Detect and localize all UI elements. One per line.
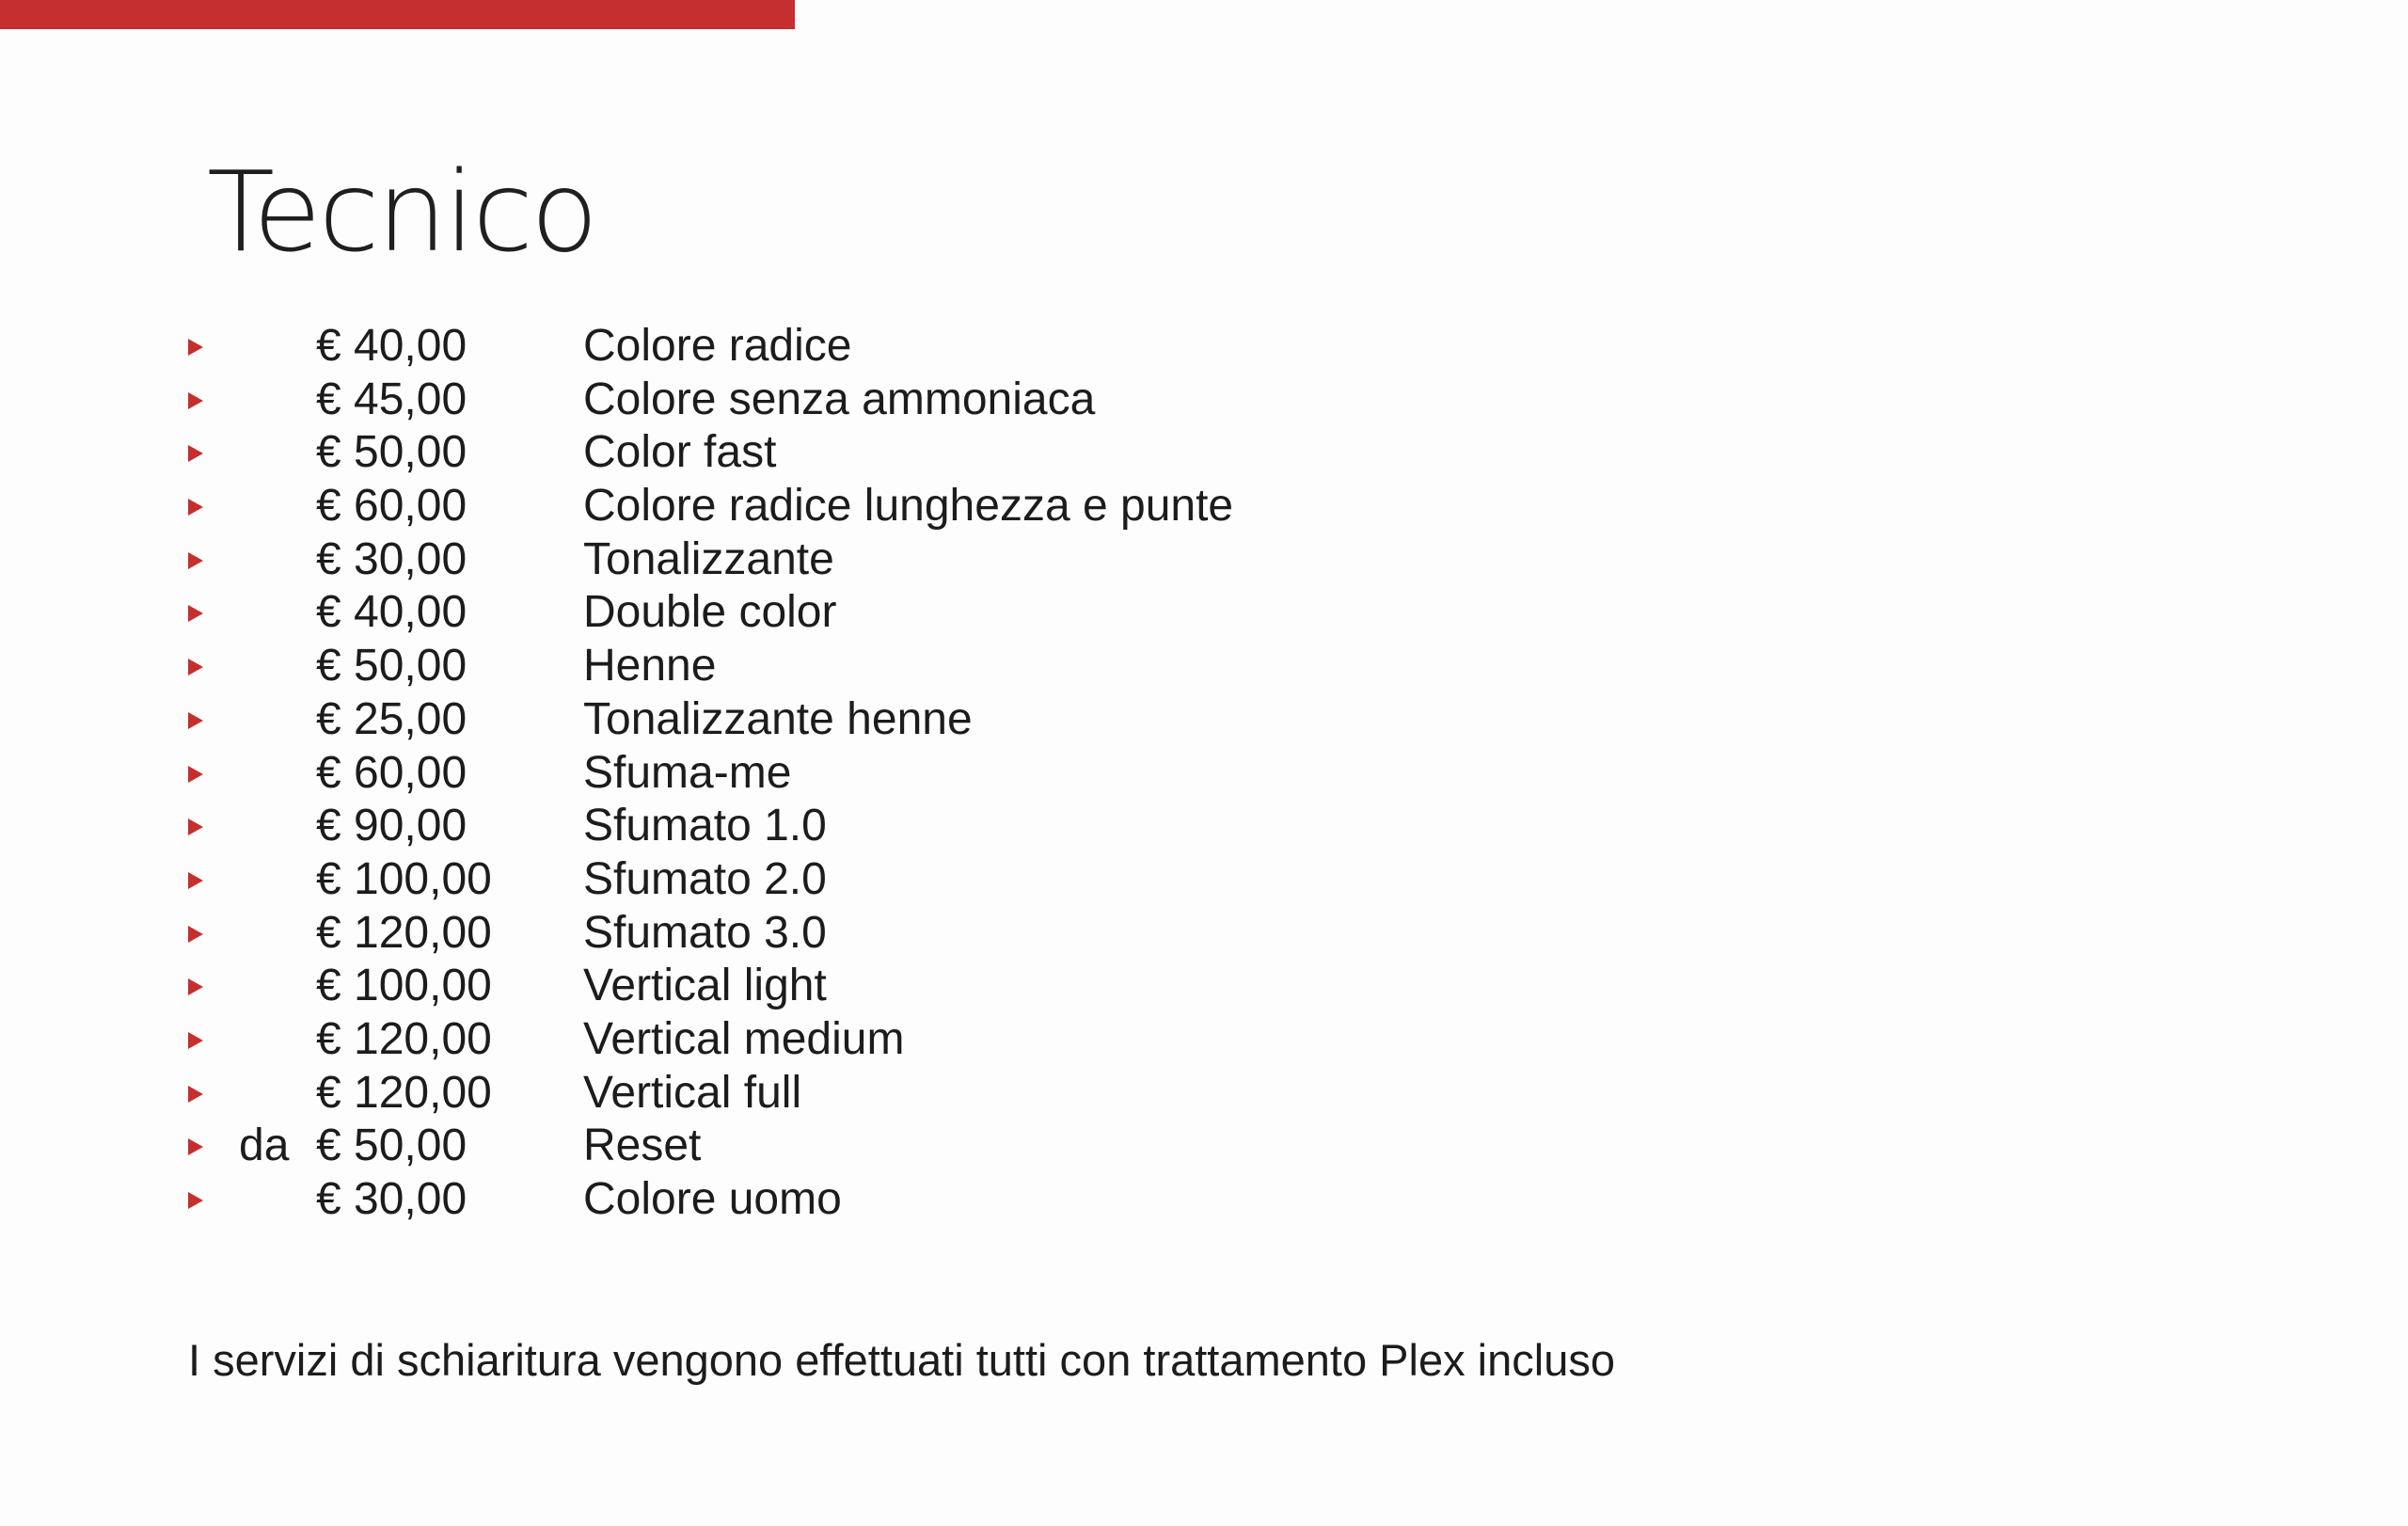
price: € 50,00 [316,641,467,691]
triangle-bullet-icon [188,766,203,783]
triangle-bullet-icon [188,819,203,835]
triangle-bullet-icon [188,978,203,995]
price-row [0,1067,2408,1121]
price-prefix: da [239,1121,290,1171]
service-name: Sfumato 1.0 [583,801,827,851]
price-row [0,960,2408,1013]
service-name: Colore senza ammoniaca [583,374,1096,424]
price: € 120,00 [316,1067,492,1118]
service-name: Sfumato 3.0 [583,907,827,958]
service-name: Vertical full [583,1067,802,1118]
price-row [0,586,2408,640]
service-name: Reset [583,1121,702,1171]
price: € 50,00 [316,427,467,478]
triangle-bullet-icon [188,1192,203,1209]
price-row [0,533,2408,587]
triangle-bullet-icon [188,445,203,462]
price: € 30,00 [316,533,467,584]
triangle-bullet-icon [188,926,203,943]
triangle-bullet-icon [188,605,203,622]
triangle-bullet-icon [188,1086,203,1103]
price-row [0,747,2408,801]
triangle-bullet-icon [188,392,203,409]
price-row [0,1173,2408,1227]
service-name: Tonalizzante [583,533,834,584]
price-list [0,320,2408,1227]
service-name: Colore radice lunghezza e punte [583,481,1234,532]
triangle-bullet-icon [188,552,203,569]
service-name: Tonalizzante henne [583,693,973,744]
price-row [0,1120,2408,1173]
service-name: Color fast [583,427,777,478]
price-row [0,693,2408,747]
price-row [0,480,2408,533]
triangle-bullet-icon [188,1032,203,1049]
service-name: Sfumato 2.0 [583,853,827,904]
triangle-bullet-icon [188,1138,203,1155]
accent-bar [0,0,795,29]
service-name: Vertical light [583,961,827,1011]
price-row [0,907,2408,961]
price-row [0,426,2408,480]
price: € 60,00 [316,747,467,798]
price: € 90,00 [316,801,467,851]
price-row [0,320,2408,374]
page-title: Tecnico [207,147,596,277]
price: € 30,00 [316,1174,467,1224]
price-row [0,800,2408,853]
price: € 25,00 [316,693,467,744]
price-row [0,1013,2408,1067]
price: € 100,00 [316,853,492,904]
triangle-bullet-icon [188,872,203,889]
price: € 120,00 [316,1013,492,1064]
triangle-bullet-icon [188,659,203,676]
price: € 100,00 [316,961,492,1011]
triangle-bullet-icon [188,712,203,729]
service-name: Vertical medium [583,1013,905,1064]
footnote: I servizi di schiaritura vengono effettuati tutti con trattamento Plex incluso [188,1335,1615,1385]
price: € 120,00 [316,907,492,958]
price: € 45,00 [316,374,467,424]
price: € 40,00 [316,587,467,638]
price-row [0,374,2408,427]
triangle-bullet-icon [188,339,203,356]
price: € 40,00 [316,321,467,371]
service-name: Colore radice [583,321,852,371]
triangle-bullet-icon [188,499,203,516]
service-name: Double color [583,587,837,638]
price: € 60,00 [316,481,467,532]
price-row [0,853,2408,907]
price-row [0,640,2408,693]
service-name: Sfuma-me [583,747,792,798]
service-name: Colore uomo [583,1174,842,1224]
price: € 50,00 [316,1121,467,1171]
service-name: Henne [583,641,717,691]
